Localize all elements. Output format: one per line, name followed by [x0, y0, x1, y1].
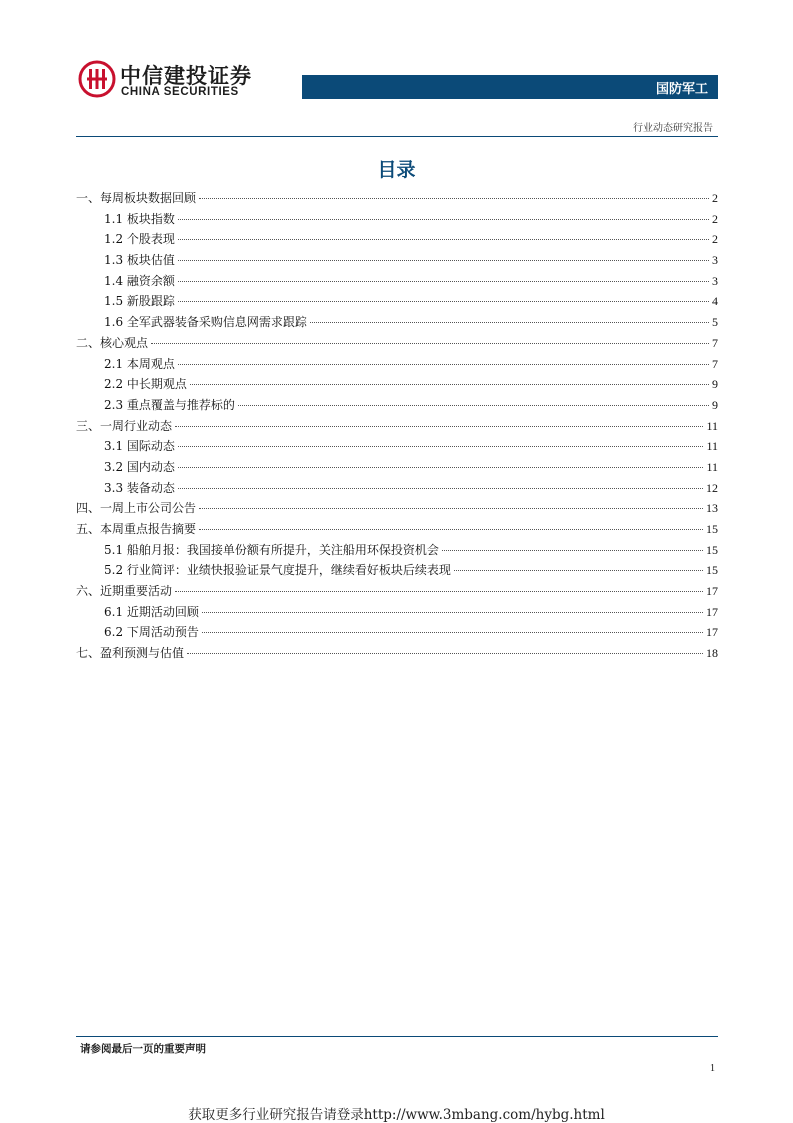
toc-subsection-entry[interactable]: [76, 230, 718, 251]
toc-dot-leader: [202, 632, 703, 633]
toc-page-number: 11: [706, 418, 718, 433]
toc-page-number: 2: [712, 211, 718, 226]
toc-entry-title: 6.2 下周活动预告: [104, 625, 199, 640]
toc-entry-title: 四、一周上市公司公告: [76, 501, 197, 516]
toc-section-entry[interactable]: [76, 334, 718, 355]
toc-subsection-entry[interactable]: [76, 251, 718, 272]
toc-dot-leader: [310, 322, 709, 323]
toc-page-number: 17: [706, 625, 718, 640]
toc-page-number: 2: [712, 191, 718, 205]
toc-subsection-entry[interactable]: [76, 272, 718, 293]
header-divider: [76, 136, 718, 137]
toc-page-number: 15: [706, 563, 718, 578]
toc-page-number: 13: [706, 501, 718, 516]
toc-entry-title: 3.3 装备动态: [104, 480, 175, 495]
footer-divider: [76, 1036, 718, 1037]
toc-dot-leader: [151, 343, 709, 344]
toc-page-number: 15: [706, 542, 718, 557]
toc-subsection-entry[interactable]: [76, 623, 718, 644]
logo-english-name: CHINA SECURITIES: [121, 86, 239, 98]
toc-dot-leader: [178, 488, 703, 489]
toc-subsection-entry[interactable]: [76, 210, 718, 231]
toc-subsection-entry[interactable]: [76, 313, 718, 334]
logo-chinese-name: 中信建投证券: [120, 64, 252, 88]
toc-page-number: 17: [706, 584, 718, 599]
toc-subsection-entry[interactable]: [76, 561, 718, 582]
toc-entry-title: 1.3 板块估值: [104, 253, 175, 268]
toc-dot-leader: [175, 426, 703, 427]
toc-entry-title: 3.1 国际动态: [104, 439, 175, 454]
toc-dot-leader: [178, 446, 704, 447]
toc-subsection-entry[interactable]: [76, 375, 718, 396]
toc-page-number: 9: [712, 377, 718, 392]
toc-section-entry[interactable]: [76, 582, 718, 603]
toc-subsection-entry[interactable]: [76, 603, 718, 624]
toc-subsection-entry[interactable]: [76, 458, 718, 479]
toc-entry-title: 1.6 全军武器装备采购信息网需求跟踪: [104, 315, 307, 330]
toc-page-number: 17: [706, 604, 718, 619]
toc-entry-title: 5.1 船舶月报：我国接单份额有所提升，关注船用环保投资机会: [104, 542, 439, 557]
toc-entry-title: 七、盈利预测与估值: [76, 646, 185, 661]
company-logo: [78, 58, 253, 100]
sector-label: 国防军工: [655, 82, 708, 97]
toc-dot-leader: [190, 384, 709, 385]
toc-subsection-entry[interactable]: [76, 355, 718, 376]
toc-entry-title: 6.1 近期活动回顾: [104, 604, 199, 619]
toc-dot-leader: [178, 239, 709, 240]
toc-entry-title: 2.3 重点覆盖与推荐标的: [104, 397, 235, 412]
toc-dot-leader: [178, 467, 704, 468]
toc-page-number: 11: [706, 459, 718, 474]
toc-dot-leader: [199, 508, 703, 509]
toc-entry-title: 六、近期重要活动: [76, 584, 173, 599]
toc-entry-title: 5.2 行业简评：业绩快报验证景气度提升，继续看好板块后续表现: [104, 563, 451, 578]
toc-section-entry[interactable]: [76, 520, 718, 541]
toc-page-number: 7: [712, 335, 718, 350]
toc-subsection-entry[interactable]: [76, 292, 718, 313]
toc-page-number: 3: [712, 273, 718, 288]
toc-section-entry[interactable]: [76, 499, 718, 520]
toc-dot-leader: [442, 550, 703, 551]
toc-section-entry[interactable]: [76, 417, 718, 438]
toc-dot-leader: [454, 570, 703, 571]
toc-page-number: 2: [712, 232, 718, 247]
toc-dot-leader: [178, 260, 709, 261]
toc-entry-title: 五、本周重点报告摘要: [76, 522, 197, 536]
toc-page-number: 4: [712, 294, 718, 309]
toc-dot-leader: [199, 198, 709, 199]
toc-dot-leader: [178, 364, 709, 365]
toc-section-entry[interactable]: [76, 644, 718, 665]
toc-entry-title: 2.2 中长期观点: [104, 377, 187, 392]
sector-banner: [302, 75, 718, 99]
toc-entry-title: 1.2 个股表现: [104, 232, 175, 247]
toc-entry-title: 1.5 新股跟踪: [104, 294, 175, 309]
footer-link-text: 获取更多行业研究报告请登录http://www.3mbang.com/hybg.html: [188, 1107, 605, 1123]
toc-dot-leader: [187, 653, 703, 654]
disclaimer-note: 请参阅最后一页的重要声明: [80, 1043, 206, 1055]
toc-subsection-entry[interactable]: [76, 479, 718, 500]
toc-entry-title: 2.1 本周观点: [104, 356, 175, 371]
toc-dot-leader: [178, 219, 709, 220]
toc-dot-leader: [178, 301, 709, 302]
toc-title: 目录: [377, 159, 416, 181]
toc-entry-title: 二、核心观点: [76, 335, 149, 350]
toc-dot-leader: [202, 612, 703, 613]
toc-page-number: 3: [712, 253, 718, 268]
toc-section-entry[interactable]: [76, 189, 718, 210]
table-of-contents: [76, 189, 718, 665]
toc-entry-title: 一、每周板块数据回顾: [76, 191, 197, 205]
toc-entry-title: 3.2 国内动态: [104, 459, 175, 474]
toc-entry-title: 1.4 融资余额: [104, 273, 175, 288]
toc-entry-title: 三、一周行业动态: [76, 418, 173, 433]
toc-subsection-entry[interactable]: [76, 541, 718, 562]
toc-subsection-entry[interactable]: [76, 396, 718, 417]
toc-page-number: 12: [706, 480, 718, 495]
toc-page-number: 9: [712, 397, 718, 412]
toc-dot-leader: [199, 529, 703, 530]
report-type: 行业动态研究报告: [633, 123, 713, 134]
toc-page-number: 11: [706, 439, 718, 454]
toc-page-number: 15: [706, 522, 718, 536]
toc-page-number: 18: [706, 646, 718, 661]
toc-subsection-entry[interactable]: [76, 437, 718, 458]
toc-dot-leader: [178, 281, 709, 282]
toc-dot-leader: [175, 591, 703, 592]
toc-dot-leader: [238, 405, 709, 406]
toc-entry-title: 1.1 板块指数: [104, 211, 175, 226]
toc-page-number: 5: [712, 315, 718, 330]
toc-page-number: 7: [712, 356, 718, 371]
china-securities-logo-icon: [78, 60, 116, 98]
page-number: 1: [710, 1063, 715, 1074]
